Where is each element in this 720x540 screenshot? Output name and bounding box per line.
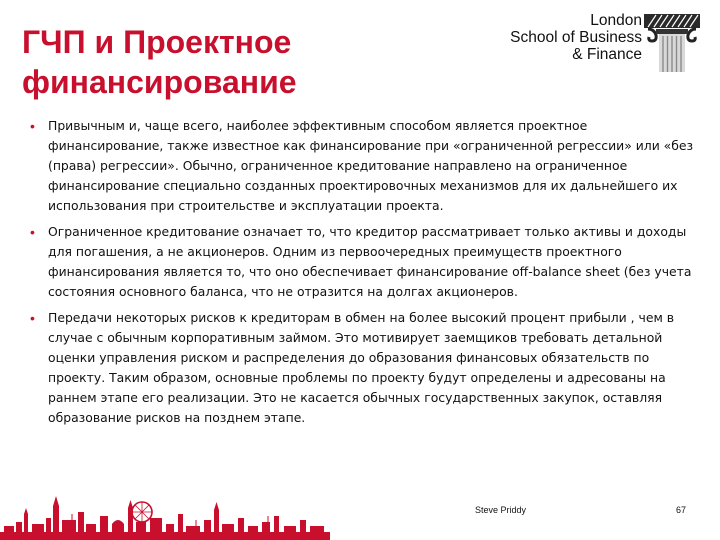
- bullet-list: [30, 116, 700, 434]
- bullet-item: [30, 116, 700, 216]
- logo-text: [510, 12, 642, 63]
- bullet-text: Передачи некоторых рисков к кредиторам в обмен на более высокий процент прибыли , чем в случае с обычным корпоративным займом. Это мотивирует заемщиков требовать детальной оценки управления риском и распределения до образования финансовых обязательств по проекту. Таким образом, основные проблемы по проекту будут определены и адресованы на раннем этапе его реализации. Это не касается обычных государственных закупок, оставляя образование рисков на позднем этапе.: [48, 310, 675, 425]
- logo-line-1: London: [590, 12, 642, 29]
- bullet-item: [30, 308, 700, 428]
- bullet-text: Привычным и, чаще всего, наиболее эффективным способом является проектное финансирование, также известное как финансирование при «ограниченной регрессии» или «без (права) регрессии». Обычно, ограниченное кредитование направлено на ограниченное финансирование специально созданных проектировочных механизмов для их дальнейшего их использования при строительстве и эксплуатации проекта.: [48, 118, 694, 213]
- bullet-marker: •: [30, 118, 35, 134]
- title-line-1: ГЧП и Проектное: [22, 24, 292, 60]
- footer-author: Steve Priddy: [475, 505, 527, 515]
- column-capital-icon: [642, 14, 704, 72]
- bullet-marker: •: [30, 224, 35, 240]
- bullet-marker: •: [30, 310, 35, 326]
- logo-line-3: & Finance: [572, 46, 642, 63]
- london-skyline-icon: [0, 488, 330, 540]
- title-line-2: финансирование: [22, 64, 297, 100]
- school-logo: [510, 12, 710, 72]
- page-title: [22, 22, 442, 102]
- logo-line-2: School of Business: [510, 29, 642, 46]
- bullet-text: Ограниченное кредитование означает то, что кредитор рассматривает только активы и доходы для погашения, а не акционеров. Одним из первоочередных преимуществ проектного финансирования является то, что оно обеспечивает финансирование off-balance sheet (без учета состояния основного баланса, что не отразится на долгах акционеров.: [48, 224, 692, 299]
- page-number: 67: [676, 505, 687, 515]
- bullet-item: [30, 222, 700, 302]
